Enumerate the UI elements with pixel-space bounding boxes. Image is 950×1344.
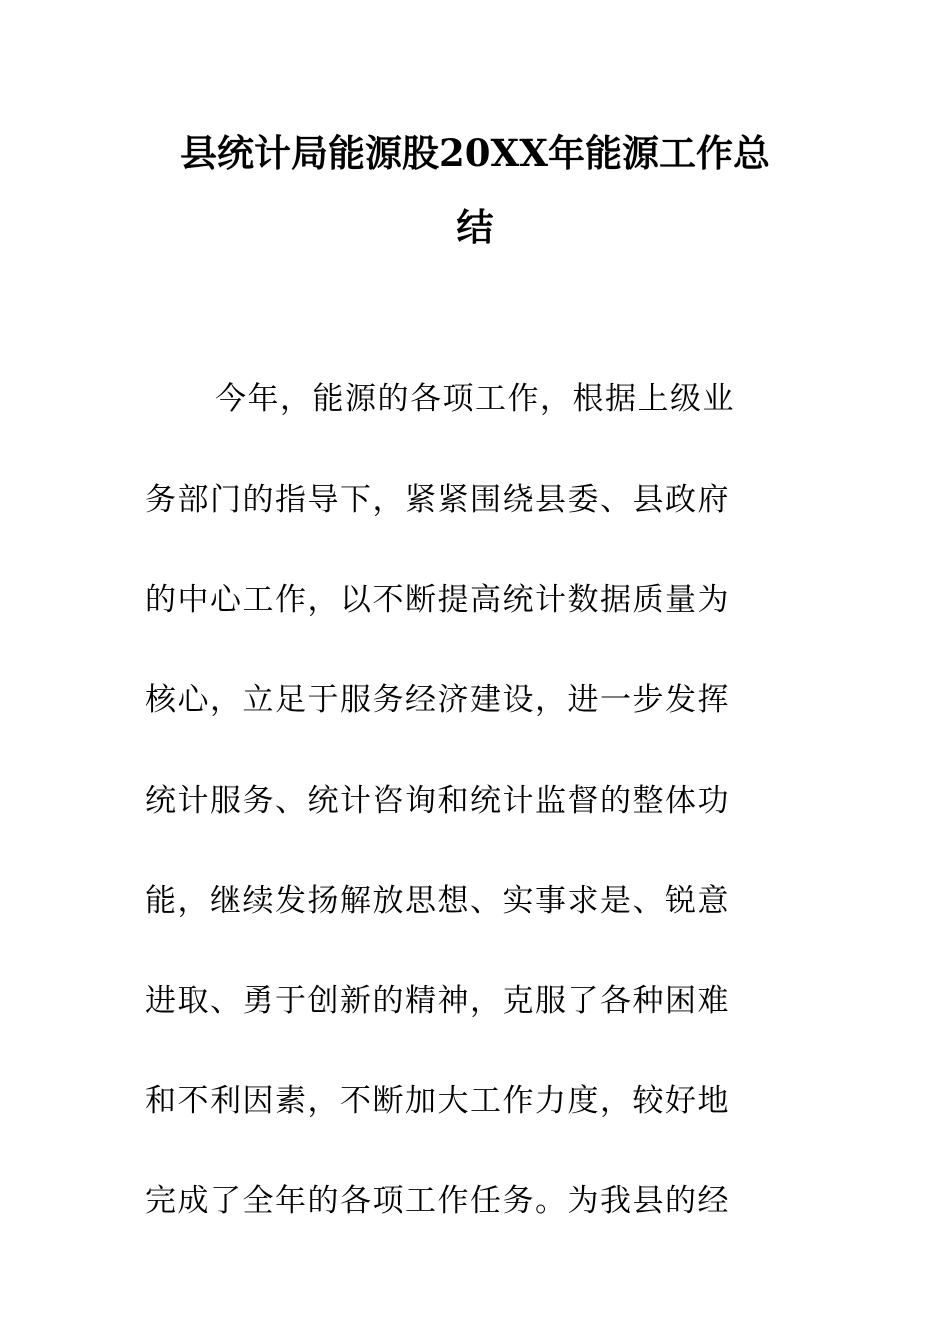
paragraph-line-2: 务部门的指导下，紧紧围绕县委、县政府	[145, 482, 730, 518]
document-title-line-2: 结	[456, 205, 494, 249]
paragraph-line-5: 统计服务、统计咨询和统计监督的整体功	[145, 783, 730, 819]
paragraph-line-7: 进取、勇于创新的精神，克服了各种困难	[145, 983, 730, 1019]
paragraph-line-3: 的中心工作，以不断提高统计数据质量为	[145, 582, 730, 618]
paragraph-line-8: 和不利因素，不断加大工作力度，较好地	[145, 1083, 730, 1119]
paragraph-line-4: 核心，立足于服务经济建设，进一步发挥	[145, 682, 730, 718]
document-title-line-1: 县统计局能源股20XX年能源工作总	[180, 131, 770, 175]
paragraph-line-9: 完成了全年的各项工作任务。为我县的经	[145, 1183, 730, 1219]
paragraph-line-6: 能，继续发扬解放思想、实事求是、锐意	[145, 883, 730, 919]
paragraph-line-1: 今年，能源的各项工作，根据上级业	[215, 381, 735, 417]
